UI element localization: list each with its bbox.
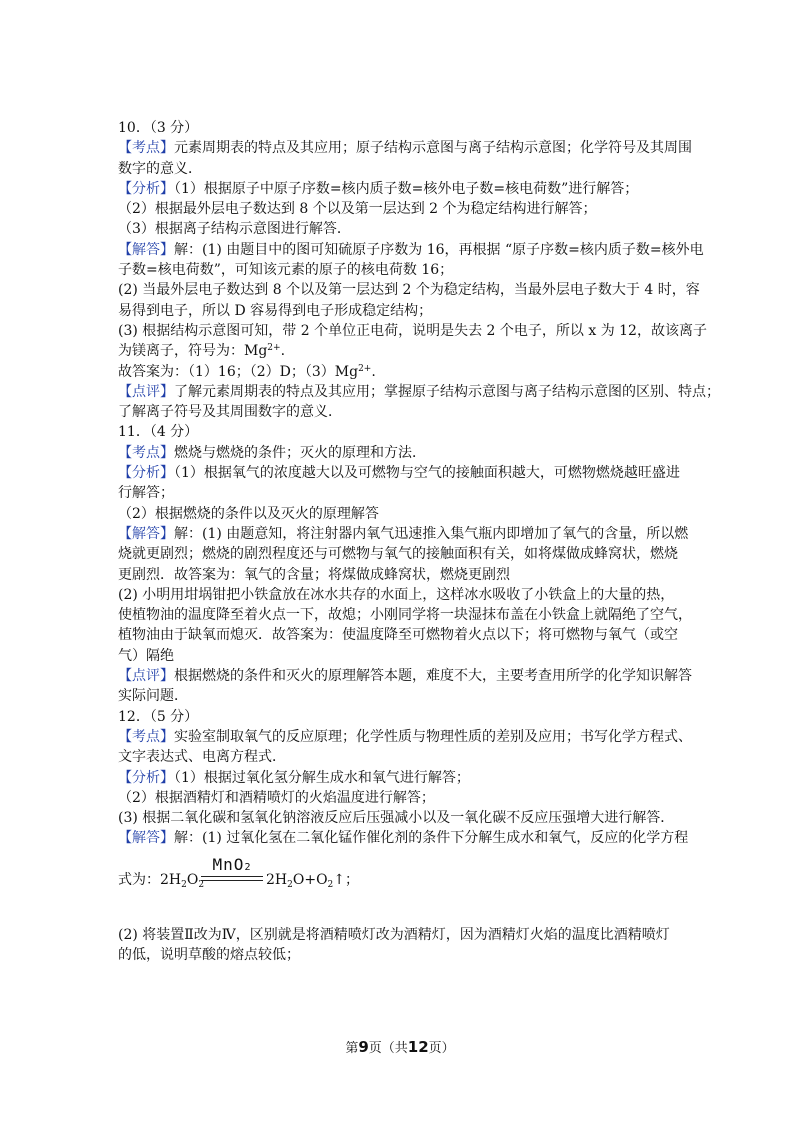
q11-dianping-2: 实际问题． [118, 688, 188, 705]
equation-catalyst [203, 855, 261, 874]
kaodian-tag: 【考点】 [118, 444, 174, 461]
q10-dianping-text: 了解元素周期表的特点及其应用；掌握原子结构示意图与离子结构示意图的区别、特点； [174, 383, 720, 400]
q11-jieda [118, 524, 690, 544]
q10-jieda-text: 解：(1) 由题目中的图可知硫原子序数为 16，再根据 “原子序数=核内质子数=核外电 [174, 241, 704, 258]
fenxi-tag: 【分析】 [118, 769, 174, 786]
q11-kaodian-text: 燃烧与燃烧的条件；灭火的原理和方法． [174, 444, 426, 461]
q11-fenxi-3: （2）根据燃烧的条件以及灭火的原理解答 [118, 505, 379, 522]
q10-dianping [118, 382, 720, 402]
page-number: 9 [358, 1038, 369, 1056]
q12-fenxi [118, 768, 690, 788]
q10-fenxi-3: （3）根据离子结构示意图进行解答． [118, 221, 351, 238]
eq-product: O+O [292, 871, 328, 888]
fenxi-tag: 【分析】 [118, 465, 174, 482]
q10-jieda-4: 易得到电子，所以 D 容易得到电子形成稳定结构； [118, 302, 433, 319]
q10-jieda-5: (3) 根据结构示意图可知，带 2 个单位正电荷，说明是失去 2 个电子，所以 x 为 12，故该离子 [118, 322, 707, 339]
q11-jieda-text: 解：(1) 由题意知，将注射器内氧气迅速推入集气瓶内即增加了氧气的含量，所以燃 [174, 525, 689, 542]
eq-sub: 2 [287, 879, 293, 890]
q12-header: 12．（5 分） [118, 708, 199, 725]
footer-prefix: 第 [345, 1041, 359, 1056]
equals-line-bottom [201, 880, 263, 881]
catalyst-sub: 2 [244, 861, 252, 873]
period: . [280, 343, 286, 360]
q11-fenxi-text: （1）根据氧气的浓度越大以及可燃物与空气的接触面积越大，可燃物燃烧越旺盛进 [174, 465, 680, 482]
fenxi-tag: 【分析】 [118, 180, 174, 197]
eq-prefix: 式为：2H [118, 871, 182, 888]
dianping-tag: 【点评】 [118, 383, 174, 400]
kaodian-tag: 【考点】 [118, 140, 174, 157]
q11-jieda-5: 使植物油的温度降至着火点一下，故熄；小刚同学将一块湿抹布盖在小铁盒上就隔绝了空气， [118, 607, 692, 624]
q10-jieda-2: 子数=核电荷数”，可知该元素的原子的核电荷数 16； [118, 262, 454, 279]
q11-fenxi-2: 行解答； [118, 485, 174, 502]
q11-dianping [118, 666, 690, 686]
equation-product [266, 869, 359, 889]
q10-jieda-3: (2) 当最外层电子数达到 8 个以及第一层达到 2 个为稳定结构，当最外层电子数大于 4 时，容 [118, 282, 700, 299]
q10-fenxi [118, 179, 690, 199]
q11-jieda-6: 植物油由于缺氧而熄灭．故答案为：使温度降至可燃物着火点以下；将可燃物与氧气（或空 [118, 627, 678, 644]
q10-kaodian [118, 138, 690, 158]
q10-kaodian-cont: 数字的意义． [118, 160, 202, 177]
q10-fenxi-2: （2）根据最外层电子数达到 8 个以及第一层达到 2 个为稳定结构进行解答； [118, 201, 597, 218]
q11-dianping-text: 根据燃烧的条件和灭火的原理解答本题，难度不大，主要考查用所学的化学知识解答 [174, 668, 692, 685]
q11-jieda-4: (2) 小明用坩埚钳把小铁盒放在冰水共存的水面上，这样冰水吸收了小铁盒上的大量的热， [118, 586, 675, 603]
jieda-tag: 【解答】 [118, 525, 174, 542]
chemical-equation [118, 855, 690, 895]
eq-product: 2H [266, 871, 288, 888]
q10-answer [118, 362, 690, 382]
ion-text: 为镁离子，符号为：Mg [118, 343, 268, 360]
q10-jieda-6 [118, 341, 690, 361]
jieda-tag: 【解答】 [118, 241, 174, 258]
eq-sub: 2 [327, 879, 334, 890]
q10-kaodian-text: 元素周期表的特点及其应用；原子结构示意图与离子结构示意图；化学符号及其周围 [174, 140, 692, 157]
q11-jieda-2: 烧就更剧烈；燃烧的剧烈程度还与可燃物与氧气的接触面积有关，如将煤做成蜂窝状，燃烧 [118, 546, 678, 563]
q11-jieda-7: 气）隔绝 [118, 647, 174, 664]
q12-jieda-2: (2) 将装置Ⅱ改为Ⅳ，区别就是将酒精喷灯改为酒精灯，因为酒精灯火焰的温度比酒精喷灯 [118, 926, 670, 943]
eq-sub: 2 [198, 879, 205, 890]
q12-fenxi-2: （2）根据酒精灯和酒精喷灯的火焰温度进行解答； [118, 789, 435, 806]
q12-jieda-text: 解：(1) 过氧化氢在二氧化锰作催化剂的条件下分解生成水和氧气，反应的化学方程 [174, 830, 689, 847]
jieda-tag: 【解答】 [118, 830, 174, 847]
eq-sub: 2 [181, 879, 187, 890]
q12-kaodian-text: 实验室制取氧气的反应原理；化学性质与物理性质的差别及应用；书写化学方程式、 [174, 728, 692, 745]
page-content [118, 118, 720, 965]
equals-line-top [201, 876, 263, 877]
q10-fenxi-text: （1）根据原子中原子序数=核内质子数=核外电子数=核电荷数”进行解答； [174, 180, 639, 197]
kaodian-tag: 【考点】 [118, 728, 174, 745]
footer-suffix: 页） [428, 1041, 455, 1056]
page-total: 12 [407, 1038, 429, 1056]
page-footer [0, 1037, 800, 1056]
q10-dianping-2: 了解离子符号及其周围数字的意义． [118, 404, 342, 421]
ion-charge: 2+ [267, 343, 281, 354]
q12-jieda [118, 828, 690, 848]
catalyst-text: MnO [212, 854, 245, 874]
q10-jieda [118, 240, 704, 260]
q12-jieda-3: 的低，说明草酸的熔点较低； [118, 946, 300, 963]
q11-kaodian [118, 443, 690, 463]
eq-o: O [186, 871, 199, 888]
q12-fenxi-text: （1）根据过氧化氢分解生成水和氧气进行解答； [174, 769, 470, 786]
q12-kaodian [118, 727, 690, 747]
footer-middle: 页（共 [368, 1041, 408, 1056]
q11-jieda-3: 更剧烈．故答案为：氧气的含量；将煤做成蜂窝状，燃烧更剧烈 [118, 566, 510, 583]
q11-fenxi [118, 463, 690, 483]
period: . [371, 363, 376, 380]
dianping-tag: 【点评】 [118, 668, 174, 685]
q10-header: 10．（3 分） [118, 120, 199, 136]
q11-header: 11．（4 分） [118, 424, 199, 441]
eq-product: ↑； [333, 871, 360, 888]
q12-fenxi-3: (3) 根据二氧化碳和氢氧化钠溶液反应后压强减小以及一氧化碳不反应压强增大进行解答． [118, 810, 675, 827]
answer-text: 故答案为：（1）16；（2）D；（3）Mg [118, 363, 359, 380]
answer-charge: 2+ [358, 363, 372, 374]
equation-reactant [118, 869, 204, 889]
q12-kaodian-cont: 文字表达式、电离方程式． [118, 749, 286, 766]
